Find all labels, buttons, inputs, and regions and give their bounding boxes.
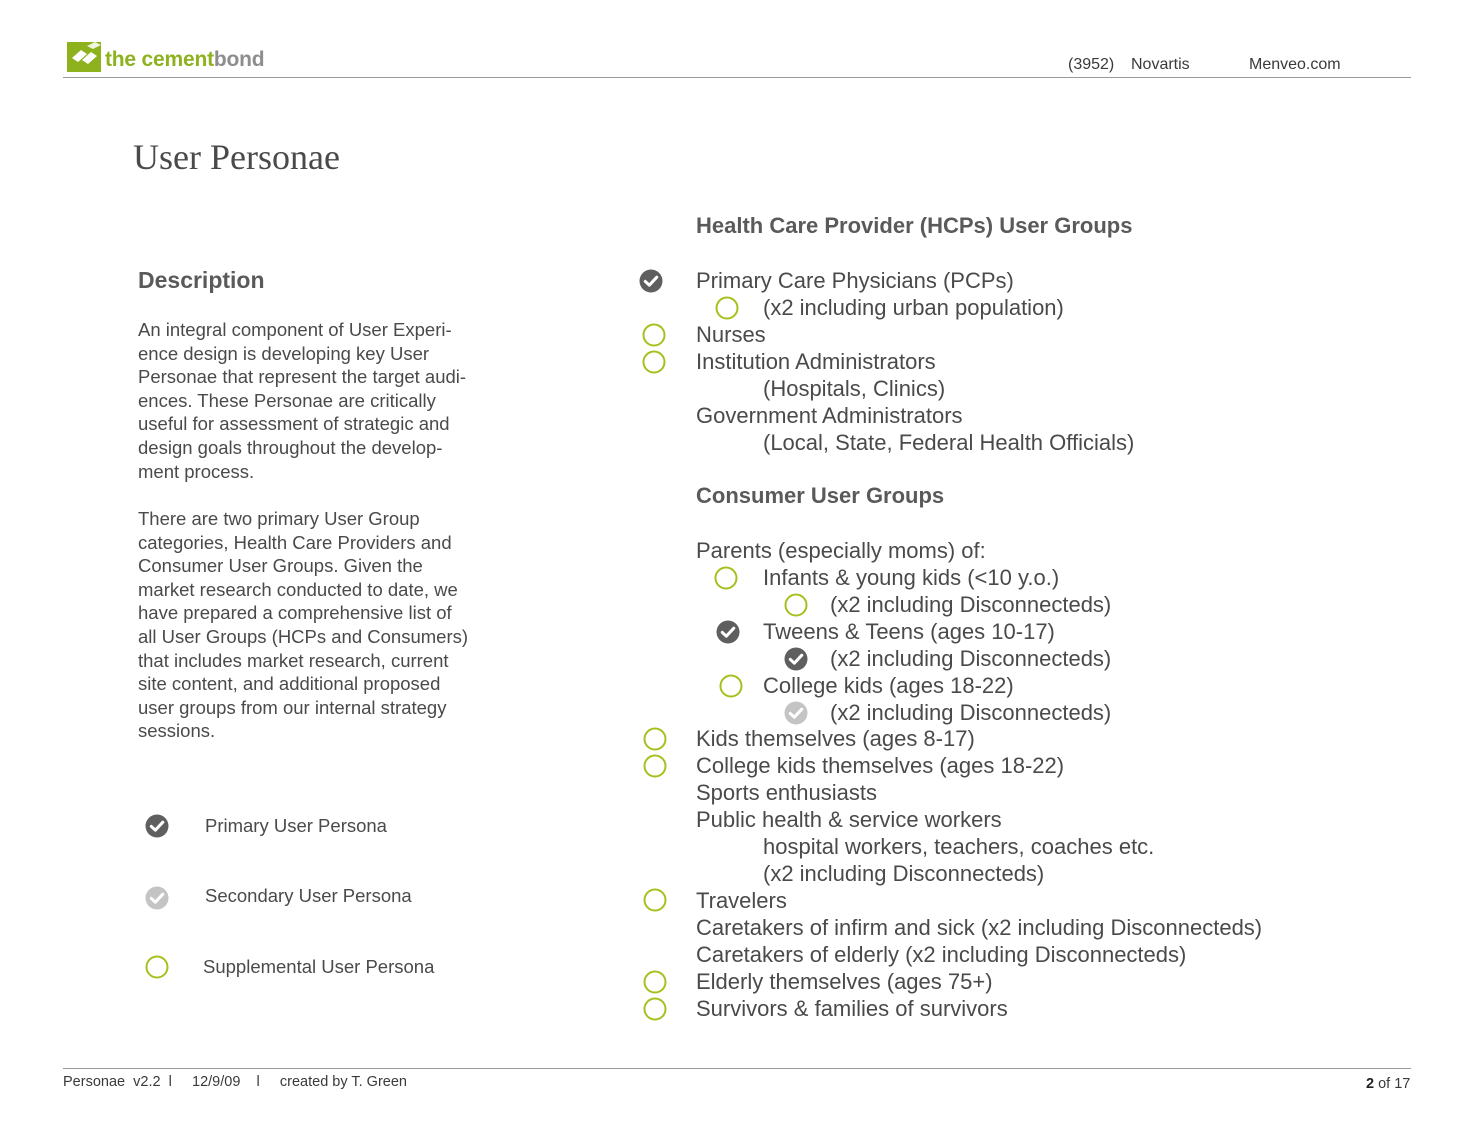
footer-meta <box>63 1074 407 1090</box>
client-name: Novartis <box>1131 56 1190 73</box>
logo-word-bond: bond <box>213 48 265 71</box>
circle-outline-icon <box>714 566 738 590</box>
circle-outline-icon <box>643 754 667 778</box>
legend-secondary-label: Secondary User Persona <box>205 885 412 906</box>
text-line: ence design is developing key User <box>138 342 430 364</box>
footer-doc-version: Personae v2.2 <box>63 1074 161 1090</box>
list-item: Primary Care Physicians (PCPs) <box>696 268 1014 293</box>
logo-wordmark <box>105 49 264 72</box>
list-item: (x2 including Disconnecteds) <box>830 700 1112 725</box>
logo-word-cement: cement <box>141 48 214 71</box>
footer-date: 12/9/09 <box>192 1074 241 1090</box>
check-circle-dark-icon <box>716 620 740 644</box>
list-item: Institution Administrators <box>696 349 936 374</box>
list-item: (x2 including urban population) <box>763 295 1064 320</box>
circle-outline-icon <box>642 350 666 374</box>
circle-outline-icon <box>784 593 808 617</box>
list-item: Nurses <box>696 322 766 347</box>
list-item: (x2 including Disconnecteds) <box>830 592 1112 617</box>
check-circle-light-icon <box>784 701 808 725</box>
text-line: all User Groups (HCPs and Consumers) <box>138 625 469 647</box>
text-line: categories, Health Care Providers and <box>138 531 452 553</box>
footer-divider <box>63 1068 1411 1069</box>
cement-block-logo-icon <box>67 40 101 72</box>
list-item: (Hospitals, Clinics) <box>763 376 946 401</box>
page-total: of 17 <box>1378 1076 1411 1092</box>
list-item: Travelers <box>696 888 787 913</box>
list-item: College kids themselves (ages 18-22) <box>696 753 1065 778</box>
circle-outline-icon <box>642 323 666 347</box>
list-item: hospital workers, teachers, coaches etc. <box>763 834 1155 859</box>
logo-word-the: the <box>105 48 142 71</box>
list-item: Public health & service workers <box>696 807 1002 832</box>
circle-outline-icon <box>719 674 743 698</box>
footer-author: created by T. Green <box>279 1074 407 1090</box>
text-line: user groups from our internal strategy <box>138 696 447 718</box>
circle-outline-icon <box>643 997 667 1021</box>
check-circle-dark-icon <box>784 647 808 671</box>
legend-primary-label: Primary User Persona <box>205 815 387 836</box>
description-heading: Description <box>138 267 265 293</box>
consumer-heading: Consumer User Groups <box>696 483 945 508</box>
page-title: User Personae <box>133 137 340 177</box>
list-item: Caretakers of infirm and sick (x2 including Disconnecteds) <box>696 915 1263 940</box>
logo <box>67 38 264 72</box>
list-item: Kids themselves (ages 8-17) <box>696 726 975 751</box>
check-circle-light-icon <box>145 886 169 910</box>
footer-separator: l <box>168 1074 172 1090</box>
footer-separator: l <box>256 1074 260 1090</box>
text-line: market research conducted to date, we <box>138 578 458 600</box>
project-code: (3952) <box>1068 56 1115 73</box>
hcp-heading: Health Care Provider (HCPs) User Groups <box>696 213 1133 238</box>
header-divider <box>63 77 1411 78</box>
description-paragraph-1 <box>138 318 498 483</box>
description-paragraph-2 <box>138 507 498 743</box>
list-item: Caretakers of elderly (x2 including Disconnecteds) <box>696 942 1187 967</box>
list-item: (x2 including Disconnecteds) <box>830 646 1112 671</box>
list-item: Sports enthusiasts <box>696 780 877 805</box>
check-circle-dark-icon <box>639 269 663 293</box>
list-item: Parents (especially moms) of: <box>696 538 986 563</box>
text-line: Personae that represent the target audi- <box>138 366 467 388</box>
text-line: that includes market research, current <box>138 649 449 671</box>
text-line: ment process. <box>138 460 255 482</box>
list-item: (Local, State, Federal Health Officials) <box>763 430 1135 455</box>
site-name: Menveo.com <box>1249 56 1341 73</box>
text-line: have prepared a comprehensive list of <box>138 602 452 624</box>
text-line: design goals throughout the develop- <box>138 436 443 458</box>
text-line: sessions. <box>138 720 216 742</box>
text-line: useful for assessment of strategic and <box>138 413 450 435</box>
circle-outline-icon <box>145 955 169 979</box>
circle-outline-icon <box>643 727 667 751</box>
page-number <box>1366 1076 1410 1092</box>
list-item: Tweens & Teens (ages 10-17) <box>763 619 1055 644</box>
text-line: Consumer User Groups. Given the <box>138 555 423 577</box>
circle-outline-icon <box>715 296 739 320</box>
list-item: Government Administrators <box>696 403 963 428</box>
legend-supplemental-label: Supplemental User Persona <box>203 956 435 977</box>
circle-outline-icon <box>643 970 667 994</box>
text-line: An integral component of User Experi- <box>138 319 452 340</box>
check-circle-dark-icon <box>145 814 169 838</box>
list-item: (x2 including Disconnecteds) <box>763 861 1045 886</box>
page-current: 2 <box>1366 1076 1375 1092</box>
circle-outline-icon <box>643 888 667 912</box>
text-line: site content, and additional proposed <box>138 673 441 695</box>
text-line: ences. These Personae are critically <box>138 389 436 411</box>
list-item: College kids (ages 18-22) <box>763 673 1014 698</box>
text-line: There are two primary User Group <box>138 508 420 529</box>
list-item: Survivors & families of survivors <box>696 996 1008 1021</box>
list-item: Elderly themselves (ages 75+) <box>696 969 993 994</box>
list-item: Infants & young kids (<10 y.o.) <box>763 565 1060 590</box>
